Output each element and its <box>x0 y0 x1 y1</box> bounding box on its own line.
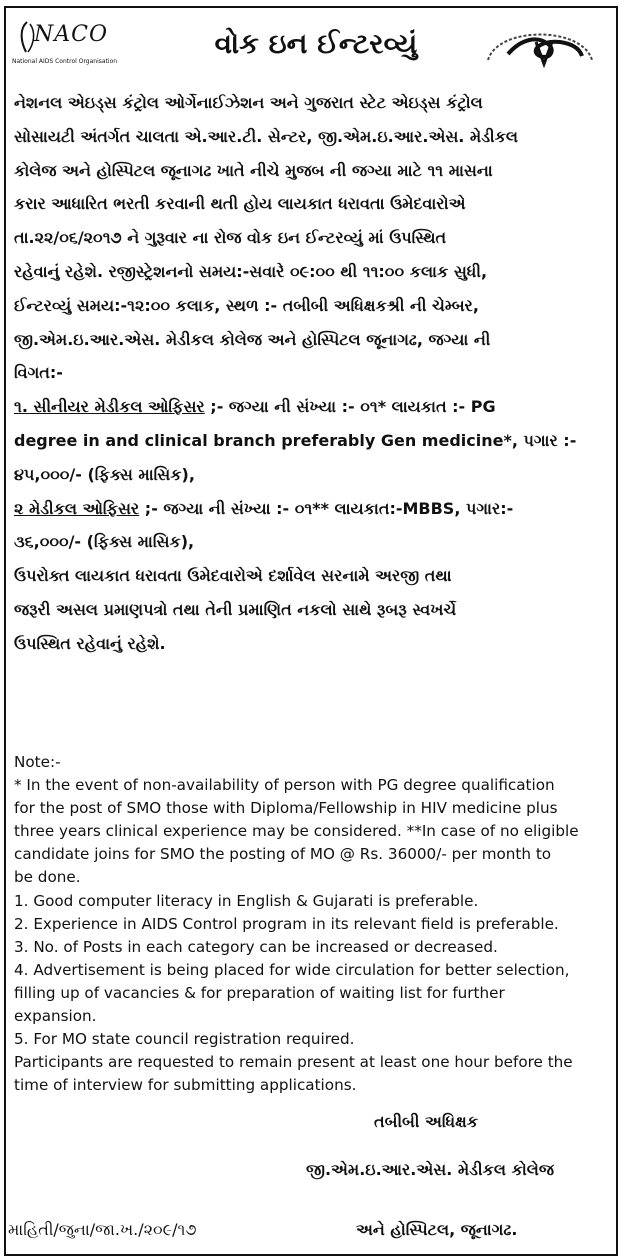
red-ribbon-emblem-icon <box>478 20 602 72</box>
body-text <box>14 86 612 661</box>
note-line: three years clinical experience may be considered. **In case of no eligible <box>14 822 579 841</box>
reference-number: માહિતી/જુના/જા.ખ./૨૦૯/૧૭ <box>8 1220 197 1239</box>
post-title: ૨ મેડીકલ ઓફિસર <box>14 498 140 518</box>
post-title: ૧. સીનીયર મેડીકલ ઓફિસર <box>14 397 205 417</box>
post-line: ૪૫,૦૦૦/- (ફિક્સ માસિક), <box>14 464 195 484</box>
intro-paragraph <box>14 86 612 390</box>
note-line: Note:- <box>14 753 61 771</box>
gsacs-logo <box>476 18 606 76</box>
text-line: કોલેજ અને હોસ્પિટલ જૂનાગઢ ખાતે નીચે મુજબ ની જગ્યા માટે ૧૧ માસના <box>14 160 493 180</box>
post-senior-medical-officer <box>14 390 612 491</box>
post-details: ;- જગ્યા ની સંખ્યા :- ૦૧* લાયકાત :- PG <box>204 397 496 417</box>
note-line: 2. Experience in AIDS Control program in its relevant field is preferable. <box>14 914 559 933</box>
notes-section <box>14 751 612 1097</box>
naco-logo <box>12 18 132 74</box>
note-line: candidate joins for SMO the posting of MO @ Rs. 36000/- per month to <box>14 845 552 864</box>
note-line: Participants are requested to remain present at least one hour before the <box>14 1053 573 1072</box>
naco-subtext: National AIDS Control Organisation <box>12 58 118 65</box>
text-line: સોસાયટી અંતર્ગત ચાલતા એ.આર.ટી. સેન્ટર, જી.એમ.ઇ.આર.એસ. મેડીકલ <box>14 126 518 146</box>
signatory-designation: તબીબી અધિક્ષક <box>374 1112 479 1131</box>
text-line: રહેવાનું રહેશે. રજીસ્ટ્રેશનનો સમય:-સવારે ૦૯:૦૦ થી ૧૧:૦૦ કલાક સુધી, <box>14 261 488 281</box>
post-details: ;- જગ્યા ની સંખ્યા :- ૦૧** લાયકાત:-MBBS, પગાર:- <box>139 498 514 518</box>
text-line: કરાર આધારિત ભરતી કરવાની થતી હોય લાયકાત ધરાવતા ઉમેદવારોએ <box>14 194 466 214</box>
signatory-hospital: અને હોસ્પિટલ, જૂનાગઢ. <box>356 1220 518 1239</box>
note-line: 4. Advertisement is being placed for wide circulation for better selection, <box>14 960 570 979</box>
text-line: નેશનલ એઇડ્સ કંટ્રોલ ઓર્ગેનાઈઝેશન અને ગુજરાત સ્ટેટ એઇડ્સ કંટ્રોલ <box>14 93 483 112</box>
text-line: વિગત:- <box>14 363 63 383</box>
page-title: વોક ઇન ઈન્ટરવ્યું <box>214 27 418 60</box>
advertisement-frame <box>4 6 618 1256</box>
signatory-college: જી.એમ.ઇ.આર.એસ. મેડીકલ કોલેજ <box>306 1160 555 1179</box>
post-line: ૩૬,૦૦૦/- (ફિક્સ માસિક), <box>14 532 195 552</box>
text-line: જરૂરી અસલ પ્રમાણપત્રો તથા તેની પ્રમાણિત નકલો સાથે રૂબરૂ સ્વખર્ચે <box>14 599 457 619</box>
naco-wordmark: NACO <box>34 22 109 47</box>
post-line <box>14 492 612 526</box>
text-line: જી.એમ.ઇ.આર.એસ. મેડીકલ કોલેજ અને હોસ્પિટલ જૂનાગઢ, જગ્યા ની <box>14 329 491 349</box>
note-line: filling up of vacancies & for preparation of waiting list for further <box>14 983 505 1002</box>
note-line: for the post of SMO those with Diploma/Fellowship in HIV medicine plus <box>14 799 558 818</box>
text-line: ઈન્ટરવ્યું સમય:-૧૨:૦૦ કલાક, સ્થળ :- તબીબી અધિક્ષકશ્રી ની ચેમ્બર, <box>14 295 479 315</box>
post-medical-officer <box>14 492 612 560</box>
text-line: ઉપસ્થિત રહેવાનું રહેશે. <box>14 633 166 653</box>
closing-paragraph <box>14 559 612 660</box>
post-line: degree in and clinical branch preferably Gen medicine*, પગાર :- <box>14 430 577 450</box>
note-line: time of interview for submitting applications. <box>14 1076 357 1095</box>
note-line: 5. For MO state council registration required. <box>14 1030 355 1049</box>
note-line: 1. Good computer literacy in English & Gujarati is preferable. <box>14 891 479 910</box>
text-line: ઉપરોક્ત લાયકાત ધરાવતા ઉમેદવારોએ દર્શાવેલ સરનામે અરજી તથા <box>14 566 452 586</box>
header <box>6 8 616 80</box>
note-line: expansion. <box>14 1007 97 1026</box>
note-line: * In the event of non-availability of person with PG degree qualification <box>14 776 555 795</box>
note-line: be done. <box>14 868 81 887</box>
post-line <box>14 390 612 424</box>
note-line: 3. No. of Posts in each category can be increased or decreased. <box>14 937 498 956</box>
text-line: તા.૨૨/૦૬/૨૦૧૭ ને ગુરૂવાર ના રોજ વોક ઇન ઈન્ટરવ્યું માં ઉપસ્થિત <box>14 228 447 248</box>
